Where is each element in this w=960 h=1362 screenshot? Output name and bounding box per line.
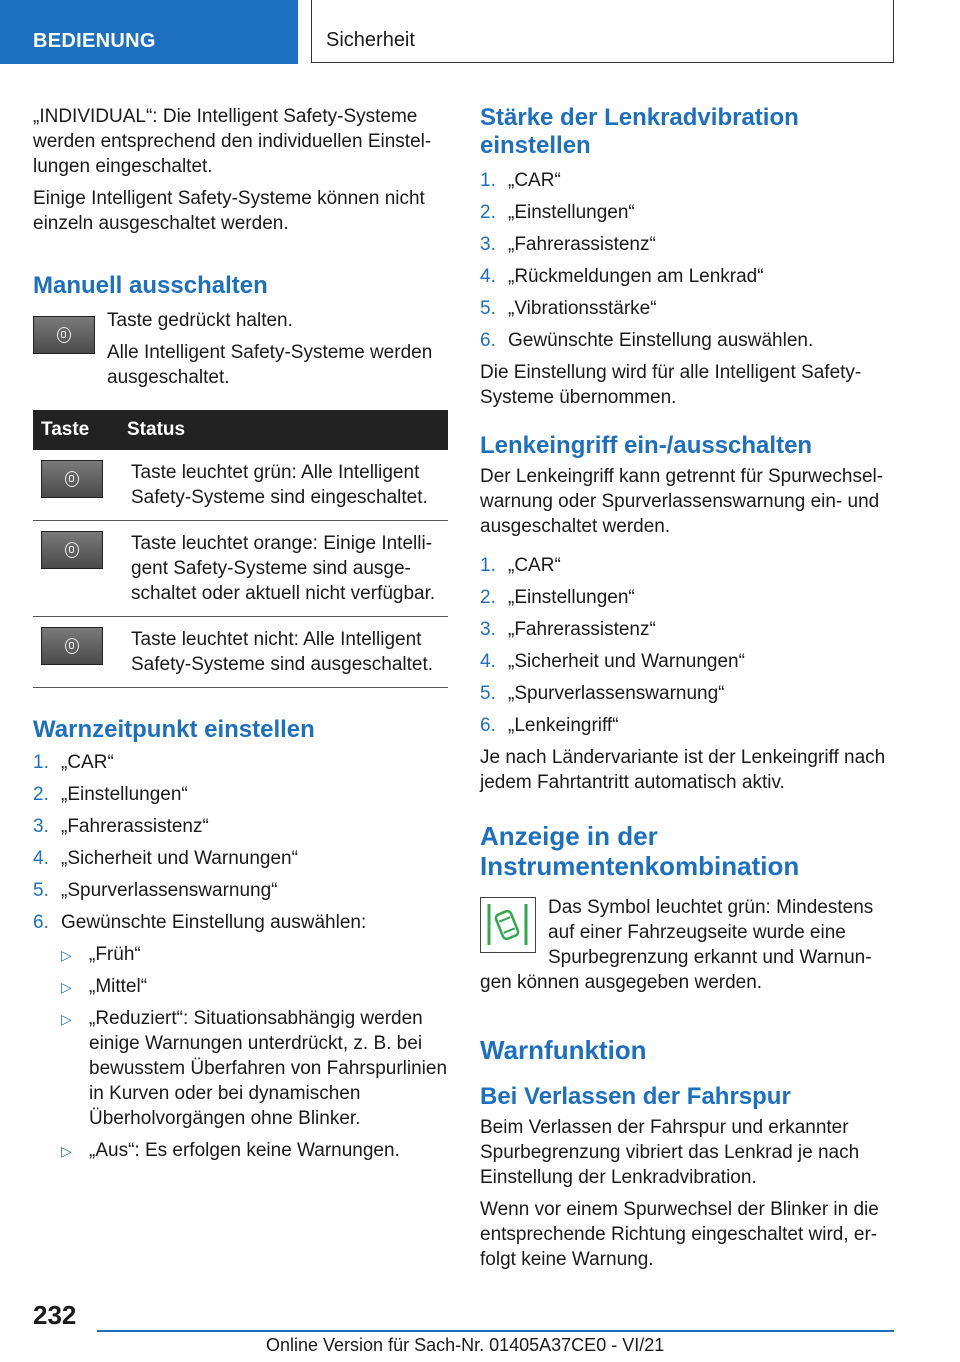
table-header-taste: Taste	[33, 410, 119, 450]
intro-paragraph-2: Einige Intelligent Safety-Systeme können nicht einzeln ausgeschaltet werden.	[33, 188, 425, 234]
list-item: ▷ „Früh“	[61, 942, 448, 967]
leave-lane-heading: Bei Verlassen der Fahrspur	[480, 1083, 791, 1110]
safety-button-green-icon	[41, 460, 103, 498]
triangle-bullet-icon: ▷	[61, 979, 72, 995]
steering-heading: Lenkeingriff ein-/ausschalten	[480, 432, 813, 459]
steering-paragraph-2: Je nach Ländervariante ist der Lenkeingriff nach jedem Fahrtantritt automatisch aktiv.	[480, 747, 886, 793]
safety-button-off-icon	[41, 627, 103, 665]
vibration-steps-list	[480, 168, 895, 353]
page-number: 232	[33, 1300, 77, 1330]
list-item: 4. „Sicherheit und Warnungen“	[33, 848, 298, 869]
table-row	[33, 450, 448, 521]
footer-online-version: Online Version für Sach-Nr. 01405A37CE0 - VI/21	[266, 1335, 665, 1355]
table-cell-status: Taste leuchtet nicht: Alle Intelligent Safety-Systeme sind ausgeschaltet.	[119, 617, 448, 688]
display-paragraph: Das Symbol leuchtet grün: Mindestens auf einer Fahrzeugseite wurde eine Spurbegrenzung erkannt und Warnungen können ausgegeben werden.	[480, 897, 874, 993]
header-section	[0, 0, 298, 64]
manual-heading: Manuell ausschalten	[33, 272, 268, 299]
list-item: 6. Gewünschte Einstellung auswählen.	[480, 330, 814, 351]
steering-steps-list	[480, 553, 895, 738]
vibration-heading: Stärke der Lenkradvibration einstellen	[480, 104, 799, 159]
list-item: 2. „Einstellungen“	[480, 587, 635, 608]
triangle-bullet-icon: ▷	[61, 1011, 72, 1027]
list-item: 1. „CAR“	[480, 555, 561, 576]
list-item: 1. „CAR“	[33, 752, 114, 773]
warnfunction-heading: Warnfunktion	[480, 1035, 647, 1065]
warn-options-list	[61, 942, 448, 1163]
list-item: 4. „Rückmeldungen am Lenkrad“	[480, 266, 764, 287]
list-item: 5. „Spurverlassenswarnung“	[480, 683, 725, 704]
warn-steps-list	[33, 750, 448, 1163]
list-item: ▷ „Aus“: Es erfolgen keine Warnungen.	[61, 1138, 448, 1163]
intro-paragraph-1: „INDIVIDUAL“: Die Intelligent Safety-Systeme werden entsprechend den individuellen Einstellungen eingeschaltet.	[33, 106, 432, 177]
safety-button-orange-icon	[41, 531, 103, 569]
manual-paragraph-2a	[107, 340, 448, 390]
list-item: 6. „Lenkeingriff“	[480, 715, 619, 736]
list-item: 2. „Einstellungen“	[480, 202, 635, 223]
left-column	[33, 104, 448, 1170]
lane-assist-icon	[480, 897, 536, 953]
list-item: 1. „CAR“	[480, 170, 561, 191]
warn-heading: Warnzeitpunkt einstellen	[33, 716, 315, 743]
section-title: BEDIENUNG	[33, 30, 156, 52]
manual-paragraph-2: Alle Intelligent Safety-Systeme werden ausgeschaltet.	[107, 342, 433, 388]
display-heading: Anzeige in der Instrumentenkombination	[480, 821, 800, 881]
leave-lane-paragraph-2: Wenn vor einem Spurwechsel der Blinker in die entsprechende Richtung eingeschaltet wird, erfolgt keine Warnung.	[480, 1199, 879, 1270]
steering-paragraph: Der Lenkeingriff kann getrennt für Spurwechselwarnung oder Spurverlassenswarnung ein- und ausgeschaltet werden.	[480, 466, 884, 537]
table-header-status: Status	[119, 410, 448, 450]
right-column	[480, 104, 895, 1279]
header-chapter	[311, 0, 894, 63]
leave-lane-paragraph-1: Beim Verlassen der Fahrspur und erkannter Spurbegrenzung vibriert das Lenkrad je nach Einstellung der Lenkradvibration.	[480, 1117, 860, 1188]
vibration-paragraph: Die Einstellung wird für alle Intelligent Safety-Systeme übernommen.	[480, 362, 862, 408]
table-cell-status: Taste leuchtet grün: Alle Intelligent Safety-Systeme sind eingeschaltet.	[119, 450, 448, 521]
list-item: 3. „Fahrerassistenz“	[33, 816, 209, 837]
manual-paragraph-1: Taste gedrückt halten.	[107, 310, 293, 331]
list-item: 2. „Einstellungen“	[33, 784, 188, 805]
table-row	[33, 617, 448, 688]
safety-button-icon	[33, 316, 95, 354]
footer-divider	[97, 1330, 894, 1332]
list-item: 4. „Sicherheit und Warnungen“	[480, 651, 745, 672]
list-item: 6. Gewünschte Einstellung auswählen: ▷ „Früh“ ▷ „Mittel“ ▷ „Reduziert“: Situationsabhängig werden einige Warnungen unterdrückt, z. B. bei bewusstem Überfahren von Fahrspurlinien in Kurven oder bei dynamischen Überholvorgängen ohne Blinker. ▷ „Aus“: Es erfolgen keine Warnungen.	[33, 910, 448, 1163]
list-item: 3. „Fahrerassistenz“	[480, 619, 656, 640]
list-item: 5. „Spurverlassenswarnung“	[33, 880, 278, 901]
table-cell-status: Taste leuchtet orange: Einige Intelligent Safety-Systeme sind ausgeschaltet oder aktuell nicht verfügbar.	[119, 521, 448, 617]
triangle-bullet-icon: ▷	[61, 1143, 72, 1159]
list-item: 5. „Vibrationsstärke“	[480, 298, 657, 319]
triangle-bullet-icon: ▷	[61, 947, 72, 963]
chapter-title: Sicherheit	[326, 29, 415, 51]
list-item: ▷ „Reduziert“: Situationsabhängig werden einige Warnungen unterdrückt, z. B. bei bewusstem Überfahren von Fahrspurlinien in Kurven oder bei dynamischen Überholvorgängen ohne Blinker.	[61, 1008, 448, 1129]
list-item: ▷ „Mittel“	[61, 974, 448, 999]
status-table	[33, 410, 448, 688]
table-row	[33, 521, 448, 617]
list-item: 3. „Fahrerassistenz“	[480, 234, 656, 255]
